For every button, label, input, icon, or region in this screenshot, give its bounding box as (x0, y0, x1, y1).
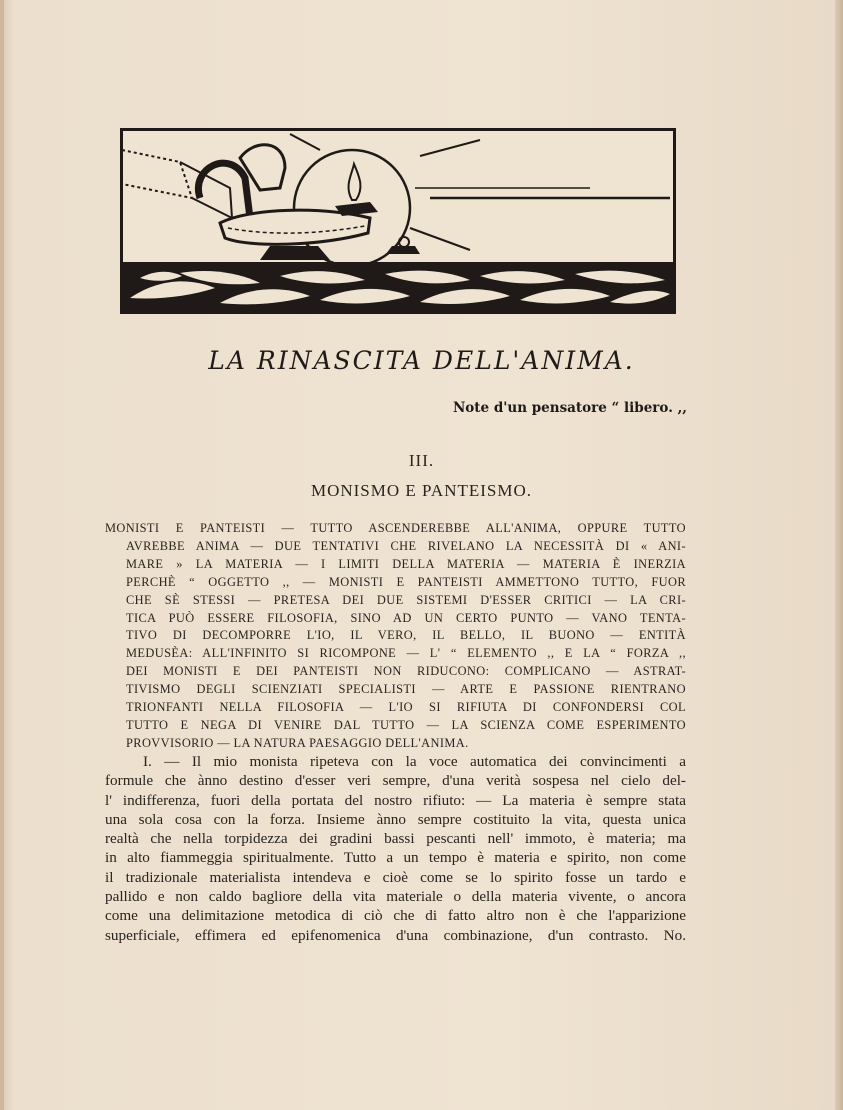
summary-line: TIVISMO DEGLI SCIENZIATI SPECIALISTI — ARTE E PASSIONE RIENTRANO (126, 682, 686, 697)
body-line: una sola cosa con la forza. Insieme ànno sempre costituito la vita, questa unica (105, 810, 686, 828)
page-edge-right (835, 0, 843, 1110)
summary-line: TIVO DI DECOMPORRE L'IO, IL VERO, IL BELLO, IL BUONO — ENTITÀ (126, 628, 686, 643)
body-paragraph (105, 752, 686, 945)
body-line: il tradizionale materialista intendeva e cioè come se lo spirito fosse un tardo e (105, 868, 686, 886)
article-title: LA RINASCITA DELL'ANIMA. (208, 346, 635, 375)
body-line: come una delimitazione metodica di ciò che di fatto altro non è che l'apparizione (105, 907, 686, 925)
summary-line: AVREBBE ANIMA — DUE TENTATIVI CHE RIVELANO LA NECESSITÀ DI « ANI- (126, 538, 686, 553)
body-line: I. — Il mio monista ripeteva con la voce automatica dei convincimenti a (143, 753, 686, 770)
summary-line: MONISTI E PANTEISTI — TUTTO ASCENDEREBBE ALL'ANIMA, OPPURE TUTTO (105, 521, 686, 535)
section-title: MONISMO E PANTEISMO. (310, 481, 533, 500)
body-line: l' indifferenza, fuori della portata del nostro rifiuto: — La materia è sempre stata (105, 791, 686, 809)
summary-line: CHE SÈ STESSI — PRETESA DEI DUE SISTEMI D'ESSER CRITICI — LA CRI- (126, 592, 686, 607)
body-line: realtà che nella torpidezza dei gradini bassi pescanti nell' immoto, è materia; ma (105, 830, 686, 848)
summary-line: DEI MONISTI E DEI PANTEISTI NON RIDUCONO: COMPLICANO — ASTRAT- (126, 664, 686, 679)
chapter-summary (105, 520, 686, 753)
summary-line: TICA PUÒ ESSERE FILOSOFIA, SINO AD UN CERTO PUNTO — VANO TENTA- (126, 610, 686, 625)
summary-line: TUTTO E NEGA DI VENIRE DAL TUTTO — LA SCIENZA COME ESPERIMENTO (126, 717, 686, 732)
summary-line: TRIONFANTI NELLA FILOSOFIA — L'IO SI RIFIUTA DI CONFONDERSI COL (126, 700, 686, 715)
body-line: superficiale, effimera ed epifenomenica d'una combinazione, d'un contrasto. No. (105, 926, 686, 944)
summary-line: PERCHÈ “ OGGETTO ,, — MONISTI E PANTEISTI AMMETTONO TUTTO, FUOR (126, 574, 686, 589)
article-subtitle: Note d'un pensatore “ libero. ,, (452, 400, 687, 416)
body-line: in alto fiammeggia spiritualmente. Tutto a un tempo è materia e spirito, non come (105, 849, 686, 867)
section-number: III. (408, 451, 435, 470)
page-edge-left (0, 0, 4, 1110)
body-line: formule che ànno destino d'esser veri sempre, d'una verità sospesa nel cielo del- (105, 772, 686, 790)
summary-line: MARE » LA MATERIA — I LIMITI DELLA MATERIA — MATERIA È INERZIA (126, 556, 686, 571)
summary-line: PROVVISORIO — LA NATURA PAESAGGIO DELL'ANIMA. (126, 735, 469, 750)
oil-lamp-vignette-illustration (120, 128, 676, 314)
summary-line: MEDUSÈA: ALL'INFINITO SI RICOMPONE — L' “ ELEMENTO ,, E LA “ FORZA ,, (126, 646, 686, 661)
body-line: pallido e non caldo bagliore della vita materiale o della materia vivente, o ancora (105, 888, 686, 906)
